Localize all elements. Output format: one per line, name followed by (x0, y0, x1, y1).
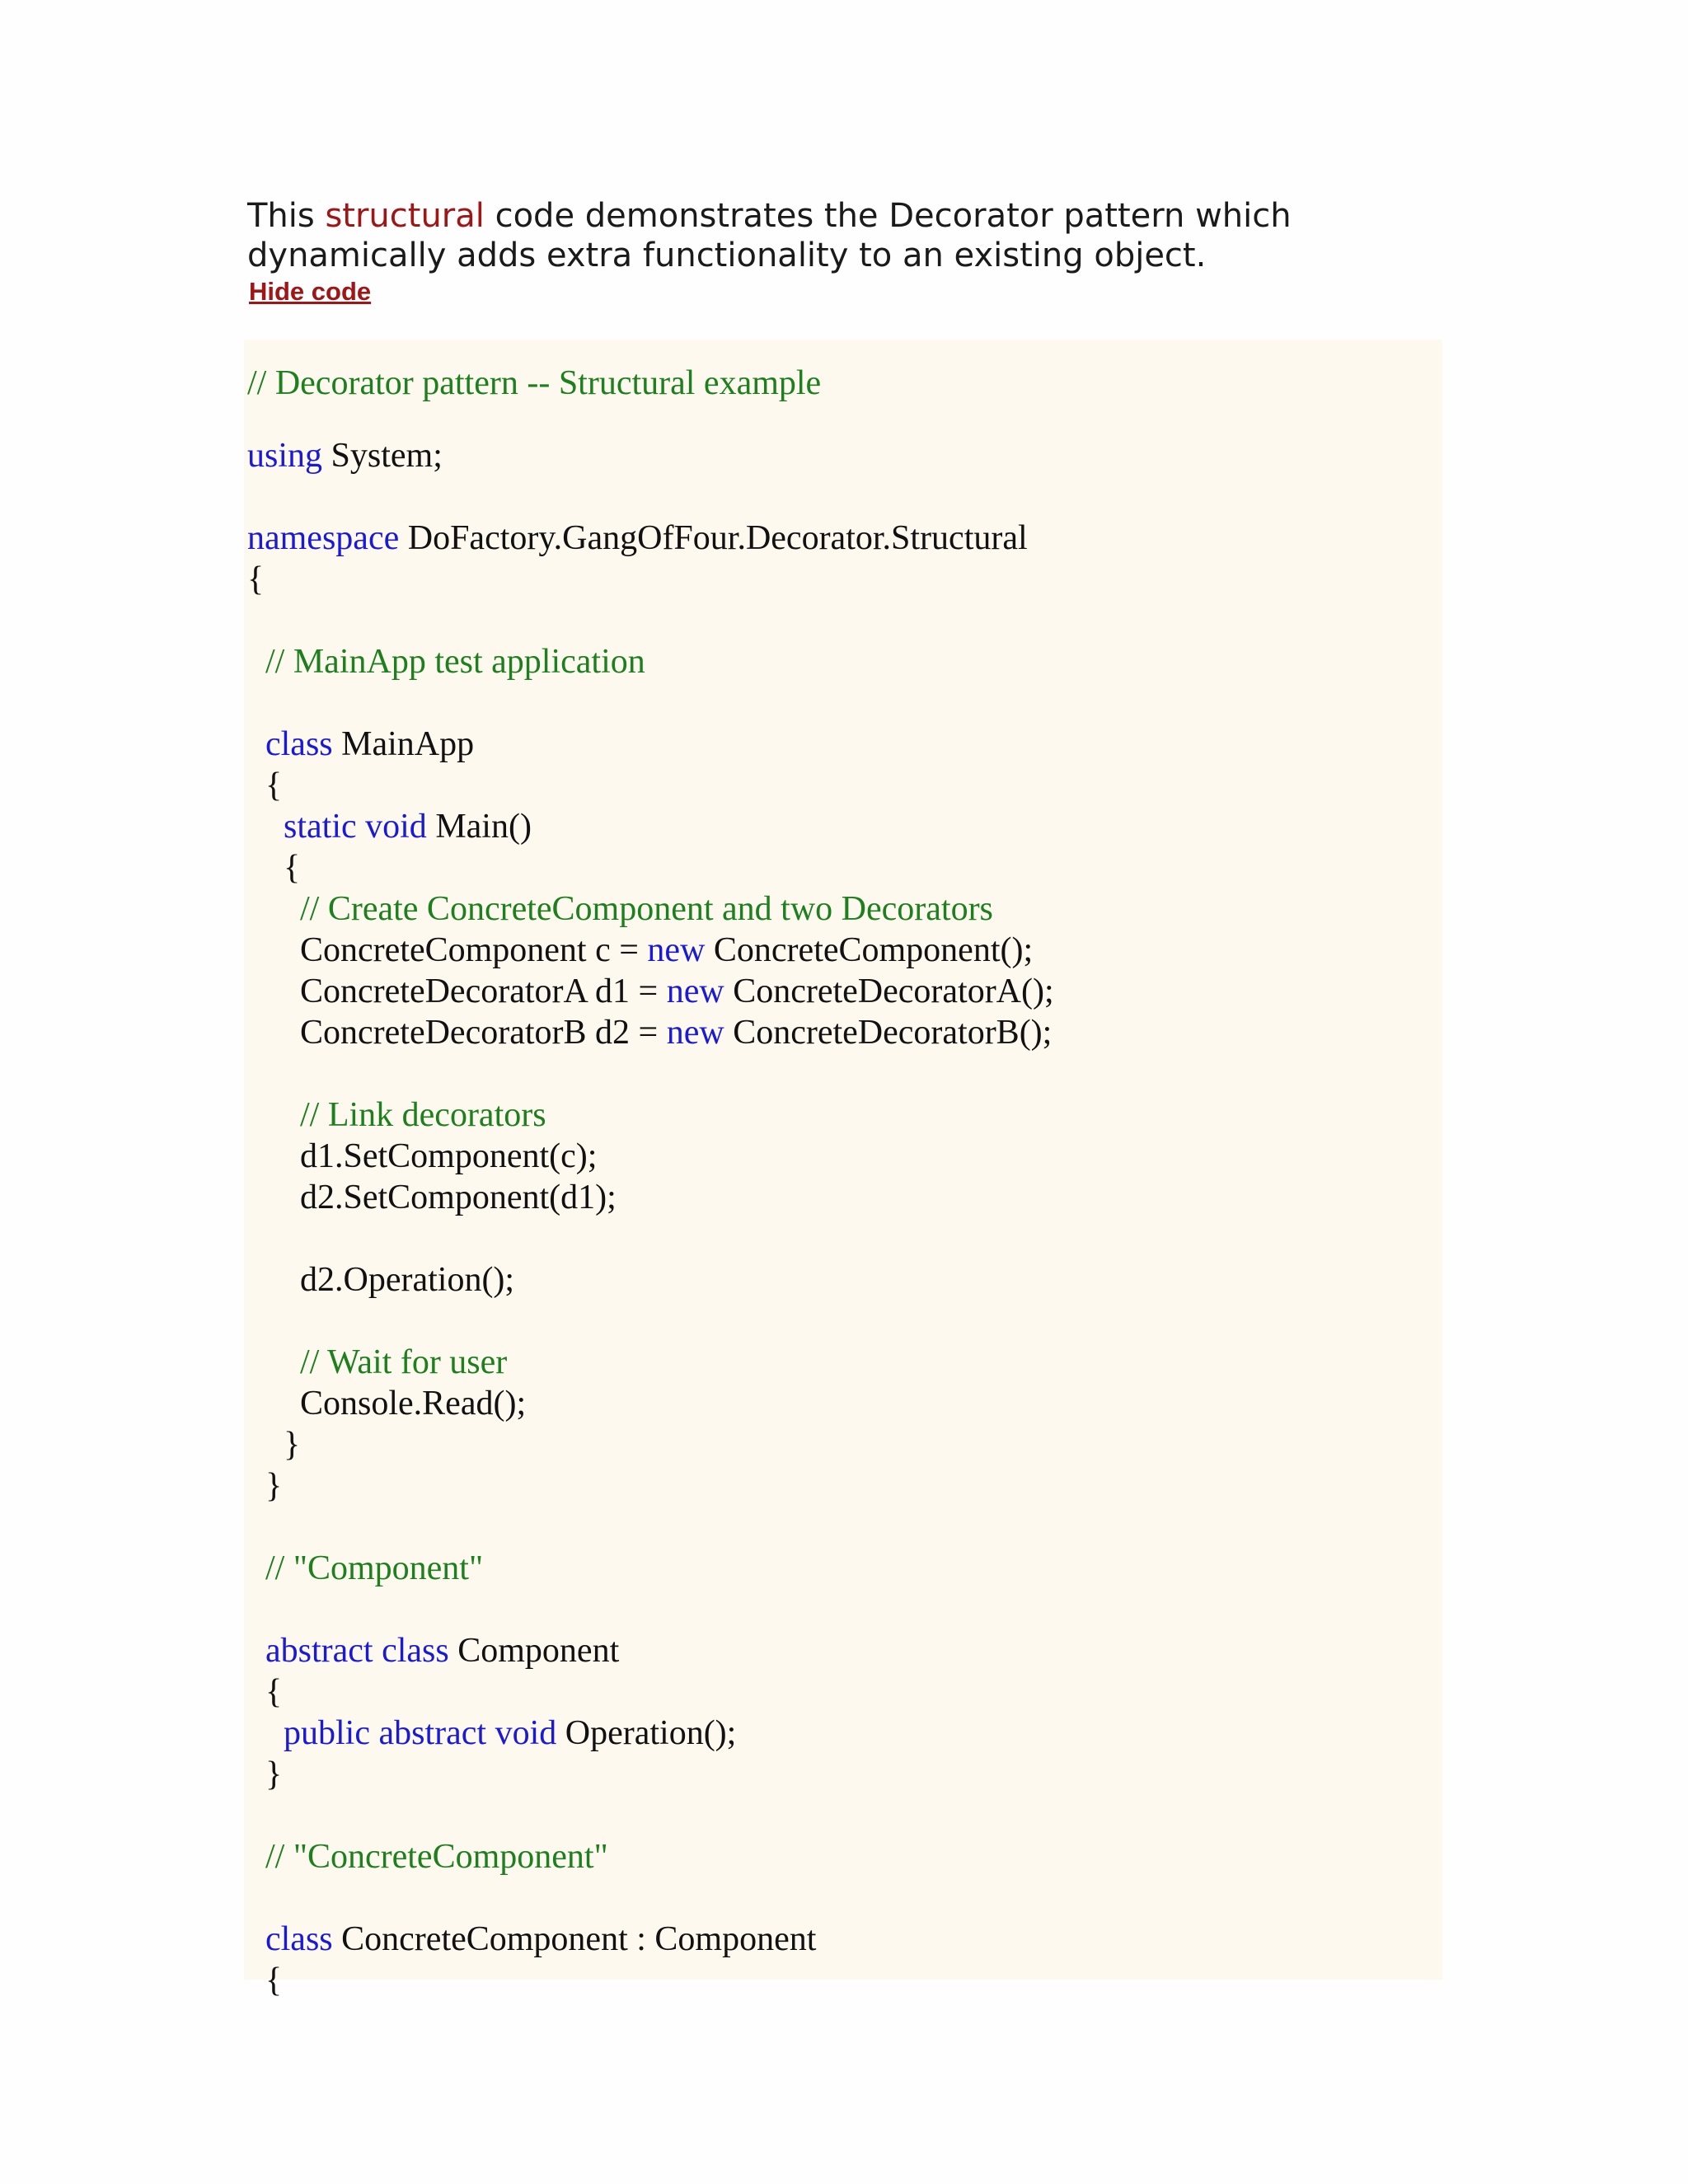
code-line (265, 1548, 483, 1589)
code-block (244, 340, 1442, 1999)
intro-rest-line1: code demonstrates the Decorator pattern which (484, 197, 1292, 235)
code-keyword: static (284, 808, 357, 846)
code-text: ConcreteComponent c = (300, 931, 648, 969)
code-keyword: public (284, 1714, 370, 1752)
code-text (357, 808, 366, 846)
code-text: ConcreteDecoratorB(); (724, 1014, 1053, 1052)
code-keyword: new (666, 972, 724, 1010)
code-text: } (265, 1755, 283, 1793)
code-keyword: void (495, 1714, 557, 1752)
code-line (265, 1465, 282, 1507)
code-comment: // "ConcreteComponent" (265, 1838, 608, 1876)
code-comment: // Wait for user (300, 1343, 508, 1381)
code-text: ConcreteDecoratorA d1 = (300, 972, 667, 1010)
code-line (247, 435, 443, 476)
code-text: } (284, 1426, 301, 1464)
code-text: Component (448, 1632, 620, 1670)
code-text: MainApp (332, 725, 475, 763)
code-keyword: using (247, 437, 323, 475)
code-keyword: abstract (378, 1714, 487, 1752)
code-line (300, 1259, 514, 1301)
code-text: ConcreteComponent : Component (332, 1920, 817, 1958)
code-text: DoFactory.GangOfFour.Decorator.Structural (399, 519, 1028, 557)
code-text (373, 1632, 382, 1670)
code-line (284, 1713, 736, 1754)
code-line (247, 559, 264, 600)
code-line (265, 1671, 282, 1713)
code-text: d2.Operation(); (300, 1261, 515, 1299)
code-text: Console.Read(); (300, 1385, 527, 1422)
code-line (300, 1136, 597, 1177)
code-line (284, 806, 532, 847)
code-keyword: void (365, 808, 427, 846)
code-line (300, 1094, 546, 1136)
code-text: { (265, 766, 283, 804)
intro-highlight-word: structural (325, 197, 485, 235)
hide-code-link[interactable]: Hide code (249, 277, 372, 306)
code-line (284, 1424, 300, 1465)
code-line (265, 724, 474, 765)
code-line (247, 363, 821, 404)
code-text: Operation(); (556, 1714, 737, 1752)
code-comment: // MainApp test application (265, 643, 645, 681)
code-text: d1.SetComponent(c); (300, 1137, 598, 1175)
code-comment: // Decorator pattern -- Structural example (247, 364, 822, 402)
code-text: ConcreteComponent(); (705, 931, 1034, 969)
code-line (300, 1342, 507, 1383)
code-text: { (265, 1961, 283, 1999)
code-keyword: abstract (265, 1632, 373, 1670)
code-keyword: namespace (247, 519, 400, 557)
code-text: Main() (426, 808, 532, 846)
code-text: } (265, 1467, 283, 1505)
code-line (284, 847, 300, 888)
code-line (265, 1754, 282, 1795)
code-keyword: new (647, 931, 706, 969)
code-text: { (284, 849, 301, 887)
code-comment: // Create ConcreteComponent and two Decorators (300, 890, 993, 928)
code-line (247, 518, 1028, 559)
code-text: d2.SetComponent(d1); (300, 1179, 617, 1216)
code-line (265, 1919, 816, 1960)
code-line (300, 1177, 617, 1218)
intro-line2: dynamically adds extra functionality to an existing object. (247, 237, 1207, 274)
code-keyword: new (666, 1014, 724, 1052)
code-keyword: class (382, 1632, 449, 1670)
code-line (300, 930, 1033, 971)
code-line (300, 888, 993, 930)
code-text: { (247, 560, 265, 598)
code-line (300, 971, 1054, 1012)
code-text: ConcreteDecoratorA(); (724, 972, 1054, 1010)
code-line (300, 1012, 1052, 1053)
code-keyword: class (265, 1920, 333, 1958)
code-line (265, 1630, 619, 1671)
code-keyword: class (265, 725, 333, 763)
code-line (265, 641, 645, 682)
code-line (265, 765, 282, 806)
intro-paragraph (247, 196, 1442, 275)
code-line (265, 1836, 608, 1877)
code-text: { (265, 1673, 283, 1711)
code-line (265, 1960, 282, 2001)
code-text (486, 1714, 495, 1752)
code-text: System; (322, 437, 443, 475)
code-line (300, 1383, 526, 1424)
code-text (370, 1714, 379, 1752)
code-comment: // "Component" (265, 1549, 484, 1587)
code-comment: // Link decorators (300, 1096, 546, 1134)
code-text: ConcreteDecoratorB d2 = (300, 1014, 667, 1052)
intro-prefix: This (247, 197, 326, 235)
